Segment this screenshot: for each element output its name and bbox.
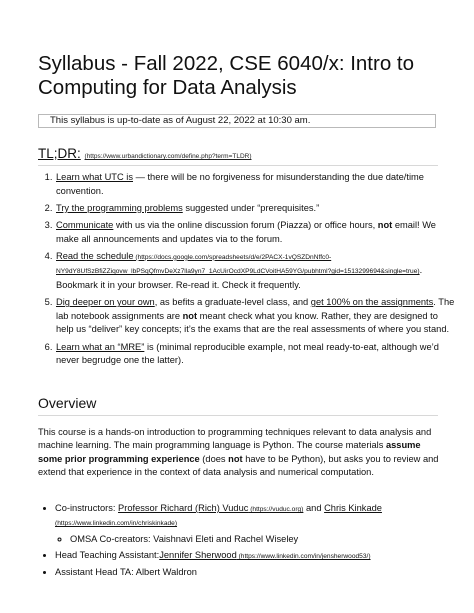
list-item-text: . Bookmark it in your browser. Re-read it. Check it frequently. <box>56 265 423 290</box>
overview-heading: Overview <box>38 395 97 411</box>
schedule-link[interactable]: Read the schedule <box>56 250 134 261</box>
head-ta-label: Head Teaching Assistant: <box>55 549 160 560</box>
page-title: Syllabus - Fall 2022, CSE 6040/x: Intro to Computing for Data Analysis <box>38 52 415 99</box>
communicate-link[interactable]: Communicate <box>56 219 114 230</box>
utc-link[interactable]: Learn what UTC is <box>56 172 133 182</box>
list-item <box>55 250 457 293</box>
tldr-url[interactable]: (https://www.urbandictionary.com/define.php?term=TLDR) <box>84 153 252 160</box>
divider <box>38 415 438 416</box>
list-item <box>55 549 459 563</box>
tldr-heading <box>38 145 438 166</box>
list-item-text: meant check what you know. Rather, they are designed to help us “deliver” key concepts; it’s the exams that are the real assessments of where you stand. <box>56 310 450 335</box>
tldr-list <box>38 171 457 371</box>
list-item-text: , as befits a graduate-level class, and <box>154 297 311 308</box>
list-item: • Assistant Head TA: Albert Waldron <box>55 566 459 579</box>
schedule-url[interactable]: (https://docs.google.com/spreadsheets/d/e/2PACX-1vQSZDnNffc0-NY9dY8UfSzBfiZZiqovw_lbPSqQfmvDeXz7lla9yn7_1AcUirOcdXP9LdCVoitHA59YG/pubhtml?gid=1513299694&single=true) <box>56 253 420 276</box>
overview-paragraph <box>38 426 440 479</box>
list-item-text: . The lab notebook assignments are <box>56 297 455 321</box>
list-item-text: with us via the online discussion forum (Piazza) or office hours, <box>113 219 378 230</box>
vuduc-url[interactable]: (https://vuduc.org) <box>248 506 304 513</box>
head-ta-url[interactable]: (https://www.linkedin.com/in/jensherwood53/) <box>236 552 371 560</box>
list-item-text: is (minimal reproducible example, not meal ready-to-eat, although we’d never begrudge one the latter). <box>56 341 439 366</box>
paragraph-text: (does <box>199 453 229 464</box>
sub-list <box>55 533 459 546</box>
paragraph-text: This course is a hands-on introduction to programming techniques relevant to data analysis and machine learning. The main programming language is Python. The course materials <box>38 427 432 451</box>
list-item <box>55 341 457 368</box>
list-item <box>55 219 457 246</box>
dig-deeper-link[interactable]: Dig deeper on your own <box>56 297 155 308</box>
emphasis: not <box>377 219 393 230</box>
emphasis: not <box>182 310 198 321</box>
programming-problems-link[interactable]: Try the programming problems <box>56 202 183 213</box>
emphasis: assume some prior programming experience <box>38 440 421 464</box>
list-item <box>55 202 457 216</box>
list-item-text: — there will be no forgiveness for misunderstanding the due date/time convention. <box>56 172 424 196</box>
list-item-text: suggested under “prerequisites.” <box>182 202 320 213</box>
list-item: ◦ OMSA Co-creators: Vaishnavi Eleti and Rachel Wiseley <box>70 533 459 546</box>
head-ta-link[interactable]: Jennifer Sherwood <box>159 549 237 560</box>
list-item <box>55 502 459 546</box>
staff-list <box>38 502 459 582</box>
instructor-kinkade-link[interactable]: Chris Kinkade <box>324 503 382 513</box>
list-item-text: email! We make all announcements and updates via to the forum. <box>56 219 436 244</box>
coinstructors-label: Co-instructors: <box>55 503 119 513</box>
kinkade-url[interactable]: (https://www.linkedin.com/in/chriskinkade) <box>55 520 178 528</box>
divider <box>38 165 438 166</box>
conjunction: and <box>303 503 325 513</box>
assignments-link[interactable]: get 100% on the assignments <box>310 297 434 308</box>
tldr-label[interactable]: TL;DR: <box>38 146 81 161</box>
instructor-vuduc-link[interactable]: Professor Richard (Rich) Vuduc <box>118 503 249 513</box>
paragraph-text: have to be Python), but asks you to review and extend that experience in the context of data analysis and numerical computation. <box>38 453 439 477</box>
emphasis: not <box>228 453 243 464</box>
update-notice: This syllabus is up-to-date as of August 22, 2022 at 10:30 am. <box>38 114 436 128</box>
mre-link[interactable]: Learn what an “MRE” <box>56 341 145 352</box>
list-item <box>55 296 457 337</box>
list-item <box>55 171 457 198</box>
